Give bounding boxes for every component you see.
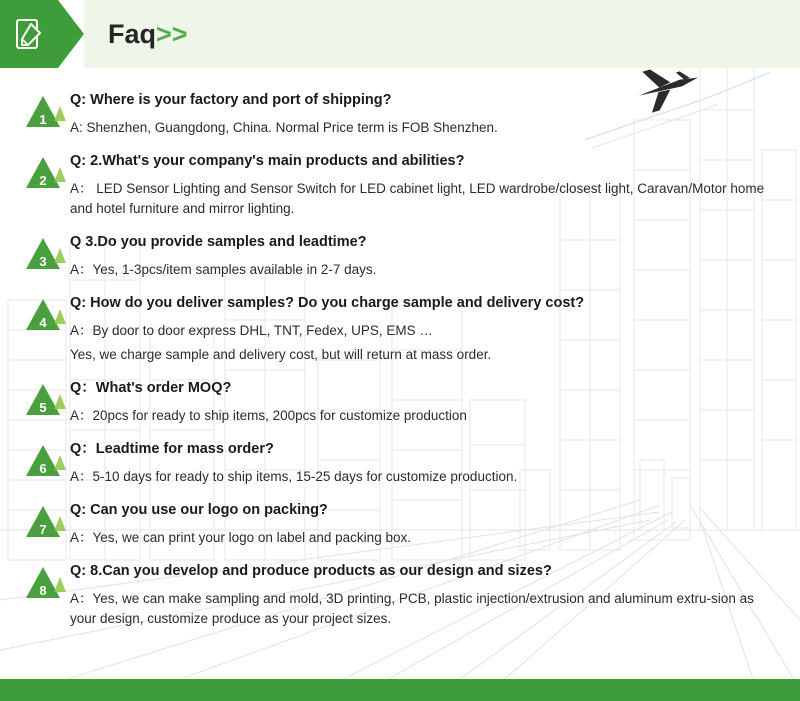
faq-qa	[66, 500, 774, 548]
faq-qa	[66, 561, 774, 629]
faq-number-badge	[26, 565, 66, 601]
faq-item	[26, 151, 774, 219]
header-arrow	[58, 0, 84, 68]
faq-number: 3	[39, 254, 47, 269]
faq-question: Q：What's order MOQ?	[70, 380, 232, 396]
faq-number-badge	[26, 94, 66, 130]
faq-list	[0, 68, 800, 629]
faq-answer: A：Yes, we can make sampling and mold, 3D printing, PCB, plastic injection/extrusion and aluminum extru-sion as your design, customize produce as your project sizes.	[70, 591, 754, 626]
page-header	[0, 0, 800, 68]
faq-item	[26, 378, 774, 426]
faq-number: 8	[39, 583, 47, 598]
faq-number-badge	[26, 504, 66, 540]
faq-number: 7	[39, 522, 47, 537]
faq-question: Q: 2.What's your company's main products and abilities?	[70, 153, 465, 169]
faq-answer: A: Shenzhen, Guangdong, China. Normal Price term is FOB Shenzhen.	[70, 120, 498, 135]
faq-item	[26, 500, 774, 548]
faq-number: 4	[39, 315, 47, 330]
page-title-text: Faq	[108, 18, 157, 49]
faq-question: Q：Leadtime for mass order?	[70, 441, 274, 457]
faq-question: Q: How do you deliver samples? Do you charge sample and delivery cost?	[70, 295, 585, 311]
faq-answer: A：Yes, 1-3pcs/item samples available in 2-7 days.	[70, 262, 377, 277]
faq-item	[26, 293, 774, 365]
faq-question: Q 3.Do you provide samples and leadtime?	[70, 234, 367, 250]
faq-qa	[66, 232, 774, 280]
footer-bar	[0, 679, 800, 701]
faq-answer: A：By door to door express DHL, TNT, Fedex, UPS, EMS …	[70, 323, 433, 338]
faq-item	[26, 232, 774, 280]
faq-number-badge	[26, 297, 66, 333]
faq-answer: A：5-10 days for ready to ship items, 15-25 days for customize production.	[70, 469, 518, 484]
page-title-chevrons: >>	[156, 18, 188, 49]
page-title	[108, 19, 188, 50]
faq-number-badge	[26, 236, 66, 272]
faq-number: 1	[39, 112, 47, 127]
faq-answer: A： LED Sensor Lighting and Sensor Switch for LED cabinet light, LED wardrobe/closest light, Caravan/Motor home and hotel furniture and mirror lighting.	[70, 181, 765, 216]
faq-item	[26, 439, 774, 487]
faq-qa	[66, 439, 774, 487]
faq-question: Q: Where is your factory and port of shipping?	[70, 92, 392, 108]
faq-answer-extra: Yes, we charge sample and delivery cost, but will return at mass order.	[70, 347, 492, 362]
faq-answer: A：Yes, we can print your logo on label and packing box.	[70, 530, 411, 545]
faq-item	[26, 561, 774, 629]
faq-qa	[66, 293, 774, 365]
faq-qa	[66, 378, 774, 426]
faq-number: 6	[39, 461, 47, 476]
faq-number-badge	[26, 443, 66, 479]
faq-number-badge	[26, 382, 66, 418]
faq-number: 5	[39, 400, 47, 415]
faq-number: 2	[39, 173, 47, 188]
faq-question: Q: Can you use our logo on packing?	[70, 502, 328, 518]
document-pencil-icon	[0, 0, 58, 68]
faq-number-badge	[26, 155, 66, 191]
faq-qa	[66, 90, 774, 138]
faq-question: Q: 8.Can you develop and produce products as our design and sizes?	[70, 563, 552, 579]
faq-item	[26, 90, 774, 138]
header-bar	[84, 0, 800, 68]
faq-qa	[66, 151, 774, 219]
faq-answer: A：20pcs for ready to ship items, 200pcs for customize production	[70, 408, 467, 423]
